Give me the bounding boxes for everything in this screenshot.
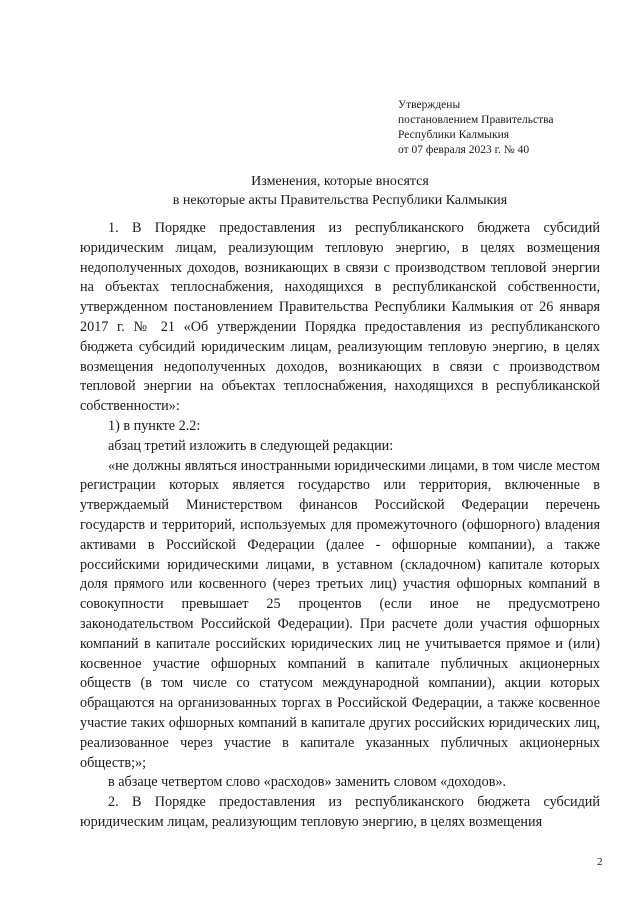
approval-block — [398, 98, 554, 158]
title-line: в некоторые акты Правительства Республики Калмыкия — [172, 193, 508, 208]
paragraph: абзац третий изложить в следующей редакции: — [108, 437, 394, 454]
paragraph: 2. В Порядке предоставления из республиканского бюджета субсидий юридическим лицам, реализующим тепловую энергию, в целях возмещения — [80, 794, 600, 830]
approval-line: от 07 февраля 2023 г. № 40 — [398, 144, 530, 156]
approval-line: постановлением Правительства — [398, 114, 554, 126]
document-body — [80, 219, 600, 833]
title-line: Изменения, которые вносятся — [251, 174, 429, 189]
paragraph: 1. В Порядке предоставления из республиканского бюджета субсидий юридическим лицам, реализующим тепловую энергию, в целях возмещения недополученных доходов, возникающих в связи с производством тепловой энергии на объектах теплоснабжения, находящихся в республиканской собственности, утвержденном постановлением Правительства Республики Калмыкия от 26 января 2017 г. № 21 «Об утверждении Порядка предоставления из республиканского бюджета субсидий юридическим лицам, реализующим тепловую энергию, в целях возмещения недополученных доходов, возникающих в связи с производством тепловой энергии на объектах теплоснабжения, находящихся в республиканской собственности»: — [80, 220, 600, 415]
paragraph: 1) в пункте 2.2: — [108, 417, 201, 434]
document-title — [80, 172, 600, 210]
approval-line: Утверждены — [398, 99, 461, 111]
paragraph: в абзаце четвертом слово «расходов» заменить словом «доходов». — [108, 774, 507, 791]
page-number: 2 — [597, 856, 603, 868]
approval-line: Республики Калмыкия — [398, 129, 510, 141]
paragraph: «не должны являться иностранными юридическими лицами, в том числе местом регистрации которых является государство или территория, включенные в утверждаемый Министерством финансов Российской Федерации перечень государств и территорий, используемых для промежуточного (офшорного) владения активами в Российской Федерации (далее - офшорные компании), а также российскими юридическими лицами, в уставном (складочном) капитале которых доля прямого или косвенного (через третьих лиц) участия офшорных компаний в совокупности превышает 25 процентов (если иное не предусмотрено законодательством Российской Федерации). При расчете доли участия офшорных компаний в капитале российских юридических лиц не учитывается прямое и (или) косвенное участие офшорных компаний в капитале публичных акционерных обществ (в том числе со статусом международной компании), акции которых обращаются на организованных торгах в Российской Федерации, а также косвенное участие таких офшорных компаний в капитале других российских юридических лиц, реализованное через участие в капитале указанных публичных акционерных обществ;»; — [80, 457, 600, 771]
